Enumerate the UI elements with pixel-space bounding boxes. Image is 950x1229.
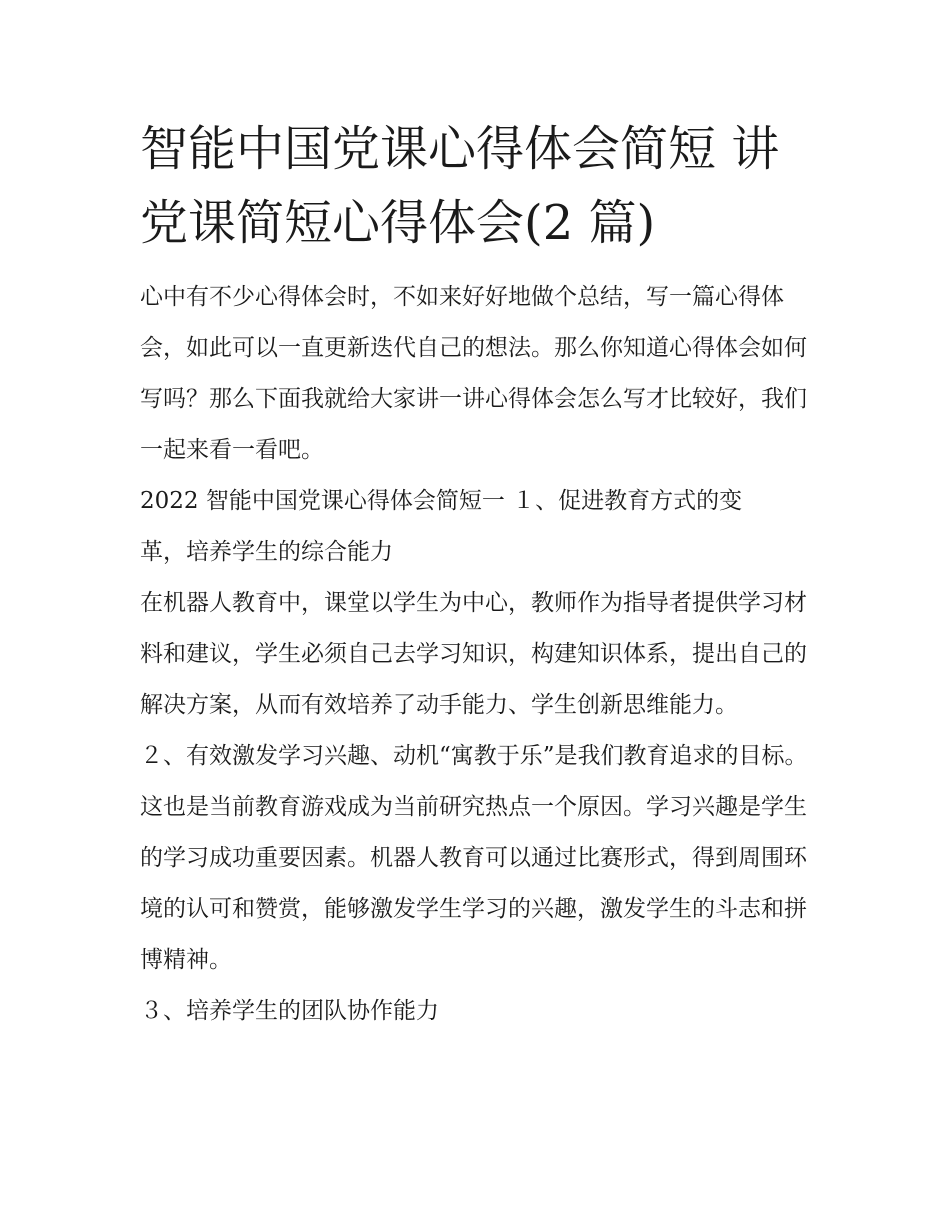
body-paragraph-2: ２、有效激发学习兴趣、动机“寓教于乐”是我们教育追求的目标。这也是当前教育游戏成为当前研究热点一个原因。学习兴趣是学生的学习成功重要因素。机器人教育可以通过比赛形式，得到周围环境的认可和赞赏，能够激发学生学习的兴趣，激发学生的斗志和拼博精神。	[140, 743, 808, 973]
body-paragraph-1: 在机器人教育中，课堂以学生为中心，教师作为指导者提供学习材料和建议，学生必须自己去学习知识，构建知识体系，提出自己的解决方案，从而有效培养了动手能力、学生创新思维能力。	[140, 590, 807, 718]
document-title: 智能中国党课心得体会简短 讲党课简短心得体会(2 篇)	[140, 121, 780, 251]
section-heading-1: 2022 智能中国党课心得体会简短一 １、促进教育方式的变革，培养学生的综合能力	[140, 488, 743, 565]
section-heading-3: ３、培养学生的团队协作能力	[140, 998, 439, 1024]
document-page	[140, 112, 816, 1037]
intro-paragraph: 心中有不少心得体会时，不如来好好地做个总结，写一篇心得体会，如此可以一直更新迭代自己的想法。那么你知道心得体会如何写吗？那么下面我就给大家讲一讲心得体会怎么写才比较好，我们一起来看一看吧。	[140, 284, 807, 463]
